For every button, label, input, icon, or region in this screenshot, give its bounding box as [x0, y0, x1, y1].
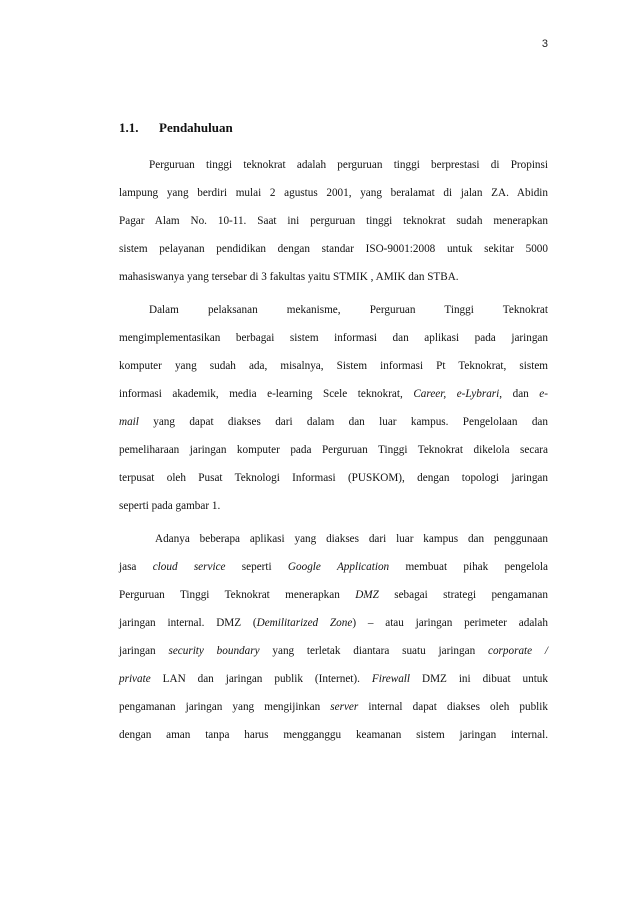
text-segment: Pagar Alam No. 10-11. Saat ini perguruan tinggi teknokrat sudah menerapkan	[119, 215, 548, 227]
text-line	[119, 443, 548, 457]
text-line	[119, 387, 548, 401]
page-number: 3	[541, 38, 548, 50]
text-line	[119, 616, 548, 630]
text-segment: seperti pada gambar 1.	[119, 500, 221, 512]
text-line	[119, 242, 548, 256]
text-segment: informasi akademik, media e-learning Scele teknokrat,	[119, 388, 414, 400]
text-line	[119, 560, 548, 574]
text-segment: pengamanan jaringan yang mengijinkan	[119, 701, 331, 713]
italic-text: private	[119, 673, 151, 685]
italic-text: Demilitarized Zone	[256, 617, 353, 629]
text-line	[119, 728, 548, 742]
text-line	[119, 672, 548, 686]
text-segment: DMZ ini dibuat untuk	[410, 673, 548, 685]
text-segment: jaringan	[119, 645, 169, 657]
section-heading	[119, 120, 233, 136]
text-segment: Adanya beberapa aplikasi yang diakses dari luar kampus dan penggunaan	[155, 533, 548, 545]
text-line	[119, 186, 548, 200]
text-line	[119, 644, 548, 658]
text-segment: komputer yang sudah ada, misalnya, Sistem informasi Pt Teknokrat, sistem	[119, 360, 548, 372]
text-segment: mengimplementasikan berbagai sistem informasi dan aplikasi pada jaringan	[119, 332, 548, 344]
italic-text: DMZ	[355, 589, 379, 601]
text-line	[119, 532, 548, 546]
section-number: 1.1.	[119, 120, 139, 135]
text-line	[119, 359, 548, 373]
text-line	[119, 214, 548, 228]
text-segment: dengan aman tanpa harus mengganggu keamanan sistem jaringan internal.	[119, 729, 548, 741]
italic-text: e-	[539, 388, 548, 400]
italic-text: Google Application	[287, 561, 390, 573]
text-segment: terpusat oleh Pusat Teknologi Informasi (PUSKOM), dengan topologi jaringan	[119, 472, 548, 484]
text-segment: Perguruan Tinggi Teknokrat menerapkan	[119, 589, 356, 601]
text-line	[119, 471, 548, 485]
text-line	[119, 331, 548, 345]
text-segment: , dan	[499, 388, 540, 400]
text-segment: lampung yang berdiri mulai 2 agustus 2001, yang beralamat di jalan ZA. Abidin	[119, 187, 548, 199]
text-segment: Dalam pelaksanan mekanisme, Perguruan Tinggi Teknokrat	[149, 304, 548, 316]
text-segment: pemeliharaan jaringan komputer pada Perguruan Tinggi Teknokrat dikelola secara	[119, 444, 548, 456]
text-segment: internal dapat diakses oleh publik	[358, 701, 548, 713]
text-segment: jaringan internal. DMZ (	[119, 617, 257, 629]
text-segment: seperti	[225, 561, 288, 573]
text-segment: Perguruan tinggi teknokrat adalah perguruan tinggi berprestasi di Propinsi	[149, 159, 548, 171]
section-title: Pendahuluan	[159, 120, 233, 135]
italic-text: security boundary	[168, 645, 260, 657]
text-segment: yang terletak diantara suatu jaringan	[259, 645, 488, 657]
italic-text: Firewall	[371, 673, 411, 685]
text-segment: sebagai strategi pengamanan	[378, 589, 548, 601]
text-segment: sistem pelayanan pendidikan dengan standar ISO-9001:2008 untuk sekitar 5000	[119, 243, 548, 255]
text-line	[119, 158, 548, 172]
italic-text: server	[330, 701, 359, 713]
italic-text: mail	[119, 416, 139, 428]
italic-text: Career, e-Lybrari	[413, 388, 500, 400]
text-segment: membuat pihak pengelola	[389, 561, 548, 573]
text-line	[119, 270, 548, 284]
text-segment: LAN dan jaringan publik (Internet).	[150, 673, 372, 685]
text-line	[119, 415, 548, 429]
text-line	[119, 588, 548, 602]
text-line	[119, 700, 548, 714]
italic-text: corporate /	[487, 645, 549, 657]
text-segment: ) – atau jaringan perimeter adalah	[352, 617, 548, 629]
text-line	[119, 303, 548, 317]
italic-text: cloud service	[152, 561, 226, 573]
text-segment: mahasiswanya yang tersebar di 3 fakultas yaitu STMIK , AMIK dan STBA.	[119, 271, 459, 283]
text-segment: yang dapat diakses dari dalam dan luar kampus. Pengelolaan dan	[138, 416, 548, 428]
text-line	[119, 499, 548, 513]
text-segment: jasa	[119, 561, 153, 573]
